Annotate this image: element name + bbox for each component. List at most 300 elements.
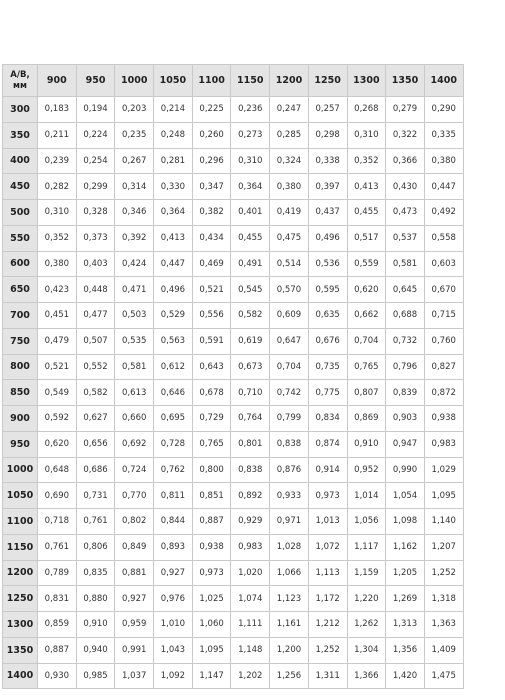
table-cell: 0,802 bbox=[115, 509, 154, 535]
table-cell: 0,581 bbox=[115, 354, 154, 380]
table-cell: 0,835 bbox=[76, 560, 115, 586]
table-cell: 0,839 bbox=[386, 380, 425, 406]
table-cell: 1,092 bbox=[154, 663, 193, 689]
table-cell: 0,595 bbox=[308, 277, 347, 303]
table-cell: 0,419 bbox=[270, 200, 309, 226]
table-cell: 0,225 bbox=[192, 97, 231, 123]
table-cell: 1,037 bbox=[115, 663, 154, 689]
table-cell: 0,477 bbox=[76, 303, 115, 329]
table-row bbox=[3, 122, 464, 148]
column-header-1400: 1400 bbox=[424, 65, 463, 97]
table-cell: 0,430 bbox=[386, 174, 425, 200]
table-cell: 0,670 bbox=[424, 277, 463, 303]
row-header-650: 650 bbox=[3, 277, 38, 303]
table-cell: 0,673 bbox=[231, 354, 270, 380]
table-cell: 0,656 bbox=[76, 431, 115, 457]
table-cell: 0,940 bbox=[76, 637, 115, 663]
table-cell: 0,715 bbox=[424, 303, 463, 329]
table-cell: 1,054 bbox=[386, 483, 425, 509]
row-header-550: 550 bbox=[3, 225, 38, 251]
table-cell: 0,851 bbox=[192, 483, 231, 509]
table-cell: 0,869 bbox=[347, 406, 386, 432]
table-cell: 0,760 bbox=[424, 328, 463, 354]
row-header-350: 350 bbox=[3, 122, 38, 148]
table-cell: 0,392 bbox=[115, 225, 154, 251]
table-cell: 0,239 bbox=[38, 148, 77, 174]
column-header-1250: 1250 bbox=[308, 65, 347, 97]
row-header-1200: 1200 bbox=[3, 560, 38, 586]
table-row bbox=[3, 586, 464, 612]
table-cell: 1,205 bbox=[386, 560, 425, 586]
table-cell: 1,159 bbox=[347, 560, 386, 586]
column-header-1300: 1300 bbox=[347, 65, 386, 97]
table-cell: 0,838 bbox=[270, 431, 309, 457]
table-cell: 0,643 bbox=[192, 354, 231, 380]
table-row bbox=[3, 200, 464, 226]
table-cell: 1,095 bbox=[192, 637, 231, 663]
table-cell: 0,620 bbox=[347, 277, 386, 303]
table-row bbox=[3, 354, 464, 380]
table-cell: 0,224 bbox=[76, 122, 115, 148]
table-cell: 0,322 bbox=[386, 122, 425, 148]
table-cell: 1,212 bbox=[308, 612, 347, 638]
table-cell: 1,095 bbox=[424, 483, 463, 509]
table-cell: 0,762 bbox=[154, 457, 193, 483]
table-cell: 0,335 bbox=[424, 122, 463, 148]
table-cell: 1,318 bbox=[424, 586, 463, 612]
table-cell: 1,366 bbox=[347, 663, 386, 689]
table-cell: 1,220 bbox=[347, 586, 386, 612]
table-cell: 1,161 bbox=[270, 612, 309, 638]
table-cell: 0,211 bbox=[38, 122, 77, 148]
table-cell: 0,267 bbox=[115, 148, 154, 174]
table-cell: 1,066 bbox=[270, 560, 309, 586]
table-cell: 0,401 bbox=[231, 200, 270, 226]
table-cell: 0,775 bbox=[308, 380, 347, 406]
table-cell: 0,299 bbox=[76, 174, 115, 200]
table-cell: 1,010 bbox=[154, 612, 193, 638]
table-cell: 1,148 bbox=[231, 637, 270, 663]
table-cell: 0,451 bbox=[38, 303, 77, 329]
table-cell: 1,060 bbox=[192, 612, 231, 638]
table-cell: 0,279 bbox=[386, 97, 425, 123]
table-cell: 0,558 bbox=[424, 225, 463, 251]
table-cell: 0,352 bbox=[347, 148, 386, 174]
table-cell: 0,971 bbox=[270, 509, 309, 535]
table-cell: 0,310 bbox=[231, 148, 270, 174]
table-cell: 0,849 bbox=[115, 534, 154, 560]
table-cell: 0,455 bbox=[347, 200, 386, 226]
table-cell: 1,256 bbox=[270, 663, 309, 689]
table-cell: 1,252 bbox=[308, 637, 347, 663]
table-cell: 0,328 bbox=[76, 200, 115, 226]
table-cell: 1,313 bbox=[386, 612, 425, 638]
table-cell: 0,471 bbox=[115, 277, 154, 303]
column-header-1350: 1350 bbox=[386, 65, 425, 97]
table-cell: 0,364 bbox=[231, 174, 270, 200]
table-cell: 1,475 bbox=[424, 663, 463, 689]
table-cell: 0,635 bbox=[308, 303, 347, 329]
table-cell: 0,834 bbox=[308, 406, 347, 432]
table-cell: 0,556 bbox=[192, 303, 231, 329]
table-cell: 1,420 bbox=[386, 663, 425, 689]
table-cell: 0,811 bbox=[154, 483, 193, 509]
table-cell: 0,765 bbox=[192, 431, 231, 457]
table-row bbox=[3, 303, 464, 329]
table-cell: 1,043 bbox=[154, 637, 193, 663]
table-cell: 1,123 bbox=[270, 586, 309, 612]
table-row bbox=[3, 148, 464, 174]
table-cell: 0,930 bbox=[38, 663, 77, 689]
table-cell: 1,098 bbox=[386, 509, 425, 535]
header-row bbox=[3, 65, 464, 97]
table-cell: 0,235 bbox=[115, 122, 154, 148]
table-cell: 0,346 bbox=[115, 200, 154, 226]
table-cell: 0,887 bbox=[38, 637, 77, 663]
row-header-300: 300 bbox=[3, 97, 38, 123]
table-row bbox=[3, 534, 464, 560]
table-cell: 0,285 bbox=[270, 122, 309, 148]
table-cell: 1,252 bbox=[424, 560, 463, 586]
table-cell: 0,413 bbox=[347, 174, 386, 200]
table-cell: 0,799 bbox=[270, 406, 309, 432]
table-row bbox=[3, 431, 464, 457]
table-cell: 0,764 bbox=[231, 406, 270, 432]
table-cell: 0,872 bbox=[424, 380, 463, 406]
table-cell: 0,582 bbox=[76, 380, 115, 406]
table-cell: 1,304 bbox=[347, 637, 386, 663]
table-row bbox=[3, 483, 464, 509]
table-cell: 0,559 bbox=[347, 251, 386, 277]
table-cell: 0,983 bbox=[231, 534, 270, 560]
row-header-700: 700 bbox=[3, 303, 38, 329]
table-cell: 0,881 bbox=[115, 560, 154, 586]
table-cell: 0,592 bbox=[38, 406, 77, 432]
table-cell: 0,807 bbox=[347, 380, 386, 406]
table-cell: 0,290 bbox=[424, 97, 463, 123]
table-cell: 0,324 bbox=[270, 148, 309, 174]
table-cell: 1,025 bbox=[192, 586, 231, 612]
table-cell: 0,507 bbox=[76, 328, 115, 354]
table-cell: 0,496 bbox=[154, 277, 193, 303]
table-cell: 0,475 bbox=[270, 225, 309, 251]
table-cell: 0,382 bbox=[192, 200, 231, 226]
column-header-1050: 1050 bbox=[154, 65, 193, 97]
table-cell: 0,732 bbox=[386, 328, 425, 354]
table-cell: 0,761 bbox=[76, 509, 115, 535]
table-cell: 0,517 bbox=[347, 225, 386, 251]
table-row bbox=[3, 612, 464, 638]
table-row bbox=[3, 225, 464, 251]
table-cell: 0,570 bbox=[270, 277, 309, 303]
table-cell: 1,113 bbox=[308, 560, 347, 586]
row-header-1050: 1050 bbox=[3, 483, 38, 509]
table-cell: 0,761 bbox=[38, 534, 77, 560]
table-cell: 0,373 bbox=[76, 225, 115, 251]
table-cell: 0,496 bbox=[308, 225, 347, 251]
table-cell: 1,311 bbox=[308, 663, 347, 689]
row-header-800: 800 bbox=[3, 354, 38, 380]
table-row bbox=[3, 97, 464, 123]
table-cell: 0,731 bbox=[76, 483, 115, 509]
table-cell: 0,338 bbox=[308, 148, 347, 174]
table-cell: 0,563 bbox=[154, 328, 193, 354]
table-cell: 0,434 bbox=[192, 225, 231, 251]
table-cell: 0,448 bbox=[76, 277, 115, 303]
table-cell: 0,296 bbox=[192, 148, 231, 174]
table-cell: 0,310 bbox=[347, 122, 386, 148]
table-cell: 0,859 bbox=[38, 612, 77, 638]
table-row bbox=[3, 637, 464, 663]
table-cell: 1,162 bbox=[386, 534, 425, 560]
table-cell: 0,552 bbox=[76, 354, 115, 380]
table-cell: 0,938 bbox=[424, 406, 463, 432]
table-cell: 0,282 bbox=[38, 174, 77, 200]
table-cell: 0,183 bbox=[38, 97, 77, 123]
table-cell: 0,581 bbox=[386, 251, 425, 277]
table-cell: 0,690 bbox=[38, 483, 77, 509]
table-cell: 0,447 bbox=[424, 174, 463, 200]
table-cell: 0,437 bbox=[308, 200, 347, 226]
table-cell: 0,537 bbox=[386, 225, 425, 251]
row-header-750: 750 bbox=[3, 328, 38, 354]
row-header-1400: 1400 bbox=[3, 663, 38, 689]
table-cell: 0,938 bbox=[192, 534, 231, 560]
table-cell: 0,254 bbox=[76, 148, 115, 174]
area-table-container bbox=[2, 64, 464, 689]
table-cell: 0,645 bbox=[386, 277, 425, 303]
table-cell: 0,503 bbox=[115, 303, 154, 329]
table-cell: 0,718 bbox=[38, 509, 77, 535]
table-row bbox=[3, 380, 464, 406]
table-cell: 0,380 bbox=[38, 251, 77, 277]
table-cell: 0,927 bbox=[154, 560, 193, 586]
table-cell: 0,796 bbox=[386, 354, 425, 380]
table-cell: 0,473 bbox=[386, 200, 425, 226]
column-header-900: 900 bbox=[38, 65, 77, 97]
row-header-400: 400 bbox=[3, 148, 38, 174]
table-cell: 1,202 bbox=[231, 663, 270, 689]
table-body bbox=[3, 97, 464, 689]
table-cell: 1,111 bbox=[231, 612, 270, 638]
table-cell: 1,262 bbox=[347, 612, 386, 638]
table-cell: 0,591 bbox=[192, 328, 231, 354]
table-cell: 1,074 bbox=[231, 586, 270, 612]
row-header-1300: 1300 bbox=[3, 612, 38, 638]
table-cell: 0,686 bbox=[76, 457, 115, 483]
table-cell: 0,380 bbox=[424, 148, 463, 174]
table-cell: 0,831 bbox=[38, 586, 77, 612]
table-cell: 0,728 bbox=[154, 431, 193, 457]
column-header-1150: 1150 bbox=[231, 65, 270, 97]
table-cell: 0,800 bbox=[192, 457, 231, 483]
table-cell: 1,147 bbox=[192, 663, 231, 689]
table-cell: 0,927 bbox=[115, 586, 154, 612]
table-cell: 0,613 bbox=[115, 380, 154, 406]
table-cell: 0,330 bbox=[154, 174, 193, 200]
table-cell: 0,423 bbox=[38, 277, 77, 303]
table-cell: 0,447 bbox=[154, 251, 193, 277]
table-cell: 0,582 bbox=[231, 303, 270, 329]
table-cell: 0,933 bbox=[270, 483, 309, 509]
table-row bbox=[3, 251, 464, 277]
table-cell: 0,347 bbox=[192, 174, 231, 200]
table-cell: 1,013 bbox=[308, 509, 347, 535]
table-cell: 0,514 bbox=[270, 251, 309, 277]
table-cell: 1,200 bbox=[270, 637, 309, 663]
table-cell: 0,729 bbox=[192, 406, 231, 432]
table-cell: 0,688 bbox=[386, 303, 425, 329]
table-cell: 0,648 bbox=[38, 457, 77, 483]
table-cell: 0,770 bbox=[115, 483, 154, 509]
table-cell: 0,521 bbox=[38, 354, 77, 380]
table-cell: 0,990 bbox=[386, 457, 425, 483]
table-cell: 0,903 bbox=[386, 406, 425, 432]
row-header-950: 950 bbox=[3, 431, 38, 457]
table-row bbox=[3, 457, 464, 483]
table-cell: 1,172 bbox=[308, 586, 347, 612]
table-cell: 0,983 bbox=[424, 431, 463, 457]
table-cell: 0,991 bbox=[115, 637, 154, 663]
row-header-450: 450 bbox=[3, 174, 38, 200]
table-cell: 0,364 bbox=[154, 200, 193, 226]
table-cell: 1,207 bbox=[424, 534, 463, 560]
table-cell: 0,260 bbox=[192, 122, 231, 148]
table-row bbox=[3, 406, 464, 432]
table-cell: 0,662 bbox=[347, 303, 386, 329]
corner-cell bbox=[3, 65, 38, 97]
table-cell: 1,269 bbox=[386, 586, 425, 612]
table-cell: 0,612 bbox=[154, 354, 193, 380]
table-cell: 0,887 bbox=[192, 509, 231, 535]
table-cell: 0,603 bbox=[424, 251, 463, 277]
table-cell: 0,492 bbox=[424, 200, 463, 226]
row-header-900: 900 bbox=[3, 406, 38, 432]
table-cell: 0,609 bbox=[270, 303, 309, 329]
table-cell: 0,801 bbox=[231, 431, 270, 457]
table-cell: 1,140 bbox=[424, 509, 463, 535]
table-cell: 0,521 bbox=[192, 277, 231, 303]
table-cell: 0,469 bbox=[192, 251, 231, 277]
table-header bbox=[3, 65, 464, 97]
table-cell: 0,535 bbox=[115, 328, 154, 354]
table-cell: 0,214 bbox=[154, 97, 193, 123]
table-cell: 0,692 bbox=[115, 431, 154, 457]
row-header-1150: 1150 bbox=[3, 534, 38, 560]
table-cell: 1,072 bbox=[308, 534, 347, 560]
table-cell: 1,028 bbox=[270, 534, 309, 560]
table-cell: 0,959 bbox=[115, 612, 154, 638]
table-cell: 0,876 bbox=[270, 457, 309, 483]
table-cell: 0,619 bbox=[231, 328, 270, 354]
table-cell: 0,620 bbox=[38, 431, 77, 457]
column-header-950: 950 bbox=[76, 65, 115, 97]
table-cell: 0,268 bbox=[347, 97, 386, 123]
table-row bbox=[3, 509, 464, 535]
table-cell: 0,413 bbox=[154, 225, 193, 251]
column-header-1000: 1000 bbox=[115, 65, 154, 97]
table-cell: 0,973 bbox=[308, 483, 347, 509]
table-cell: 0,838 bbox=[231, 457, 270, 483]
table-cell: 0,973 bbox=[192, 560, 231, 586]
column-header-1100: 1100 bbox=[192, 65, 231, 97]
table-cell: 0,704 bbox=[347, 328, 386, 354]
table-cell: 0,549 bbox=[38, 380, 77, 406]
table-cell: 0,827 bbox=[424, 354, 463, 380]
table-cell: 0,892 bbox=[231, 483, 270, 509]
table-cell: 0,947 bbox=[386, 431, 425, 457]
table-cell: 0,976 bbox=[154, 586, 193, 612]
table-cell: 1,014 bbox=[347, 483, 386, 509]
table-cell: 0,298 bbox=[308, 122, 347, 148]
table-cell: 0,257 bbox=[308, 97, 347, 123]
table-cell: 1,363 bbox=[424, 612, 463, 638]
area-table bbox=[2, 64, 464, 689]
table-cell: 0,678 bbox=[192, 380, 231, 406]
table-cell: 0,281 bbox=[154, 148, 193, 174]
table-cell: 0,704 bbox=[270, 354, 309, 380]
table-cell: 0,314 bbox=[115, 174, 154, 200]
table-cell: 0,695 bbox=[154, 406, 193, 432]
table-cell: 1,409 bbox=[424, 637, 463, 663]
table-cell: 0,491 bbox=[231, 251, 270, 277]
table-cell: 0,789 bbox=[38, 560, 77, 586]
table-row bbox=[3, 560, 464, 586]
table-cell: 0,236 bbox=[231, 97, 270, 123]
table-cell: 0,194 bbox=[76, 97, 115, 123]
table-cell: 0,310 bbox=[38, 200, 77, 226]
table-cell: 1,117 bbox=[347, 534, 386, 560]
table-cell: 0,203 bbox=[115, 97, 154, 123]
table-cell: 0,479 bbox=[38, 328, 77, 354]
table-cell: 0,380 bbox=[270, 174, 309, 200]
table-cell: 1,029 bbox=[424, 457, 463, 483]
table-cell: 0,874 bbox=[308, 431, 347, 457]
table-row bbox=[3, 328, 464, 354]
table-cell: 0,929 bbox=[231, 509, 270, 535]
table-cell: 0,914 bbox=[308, 457, 347, 483]
table-cell: 0,765 bbox=[347, 354, 386, 380]
table-cell: 0,397 bbox=[308, 174, 347, 200]
table-cell: 0,403 bbox=[76, 251, 115, 277]
row-header-1000: 1000 bbox=[3, 457, 38, 483]
table-cell: 0,710 bbox=[231, 380, 270, 406]
table-cell: 0,806 bbox=[76, 534, 115, 560]
table-cell: 0,273 bbox=[231, 122, 270, 148]
table-cell: 0,455 bbox=[231, 225, 270, 251]
table-cell: 0,910 bbox=[76, 612, 115, 638]
row-header-1250: 1250 bbox=[3, 586, 38, 612]
table-cell: 0,724 bbox=[115, 457, 154, 483]
row-header-850: 850 bbox=[3, 380, 38, 406]
table-cell: 0,529 bbox=[154, 303, 193, 329]
table-cell: 0,545 bbox=[231, 277, 270, 303]
table-cell: 0,248 bbox=[154, 122, 193, 148]
table-cell: 0,880 bbox=[76, 586, 115, 612]
table-cell: 0,536 bbox=[308, 251, 347, 277]
table-cell: 0,742 bbox=[270, 380, 309, 406]
table-cell: 0,627 bbox=[76, 406, 115, 432]
table-cell: 0,352 bbox=[38, 225, 77, 251]
table-cell: 0,247 bbox=[270, 97, 309, 123]
table-cell: 0,910 bbox=[347, 431, 386, 457]
row-header-500: 500 bbox=[3, 200, 38, 226]
table-cell: 0,952 bbox=[347, 457, 386, 483]
table-cell: 0,366 bbox=[386, 148, 425, 174]
table-row bbox=[3, 663, 464, 689]
corner-label-a-b: A/B, bbox=[10, 69, 30, 80]
table-cell: 0,647 bbox=[270, 328, 309, 354]
